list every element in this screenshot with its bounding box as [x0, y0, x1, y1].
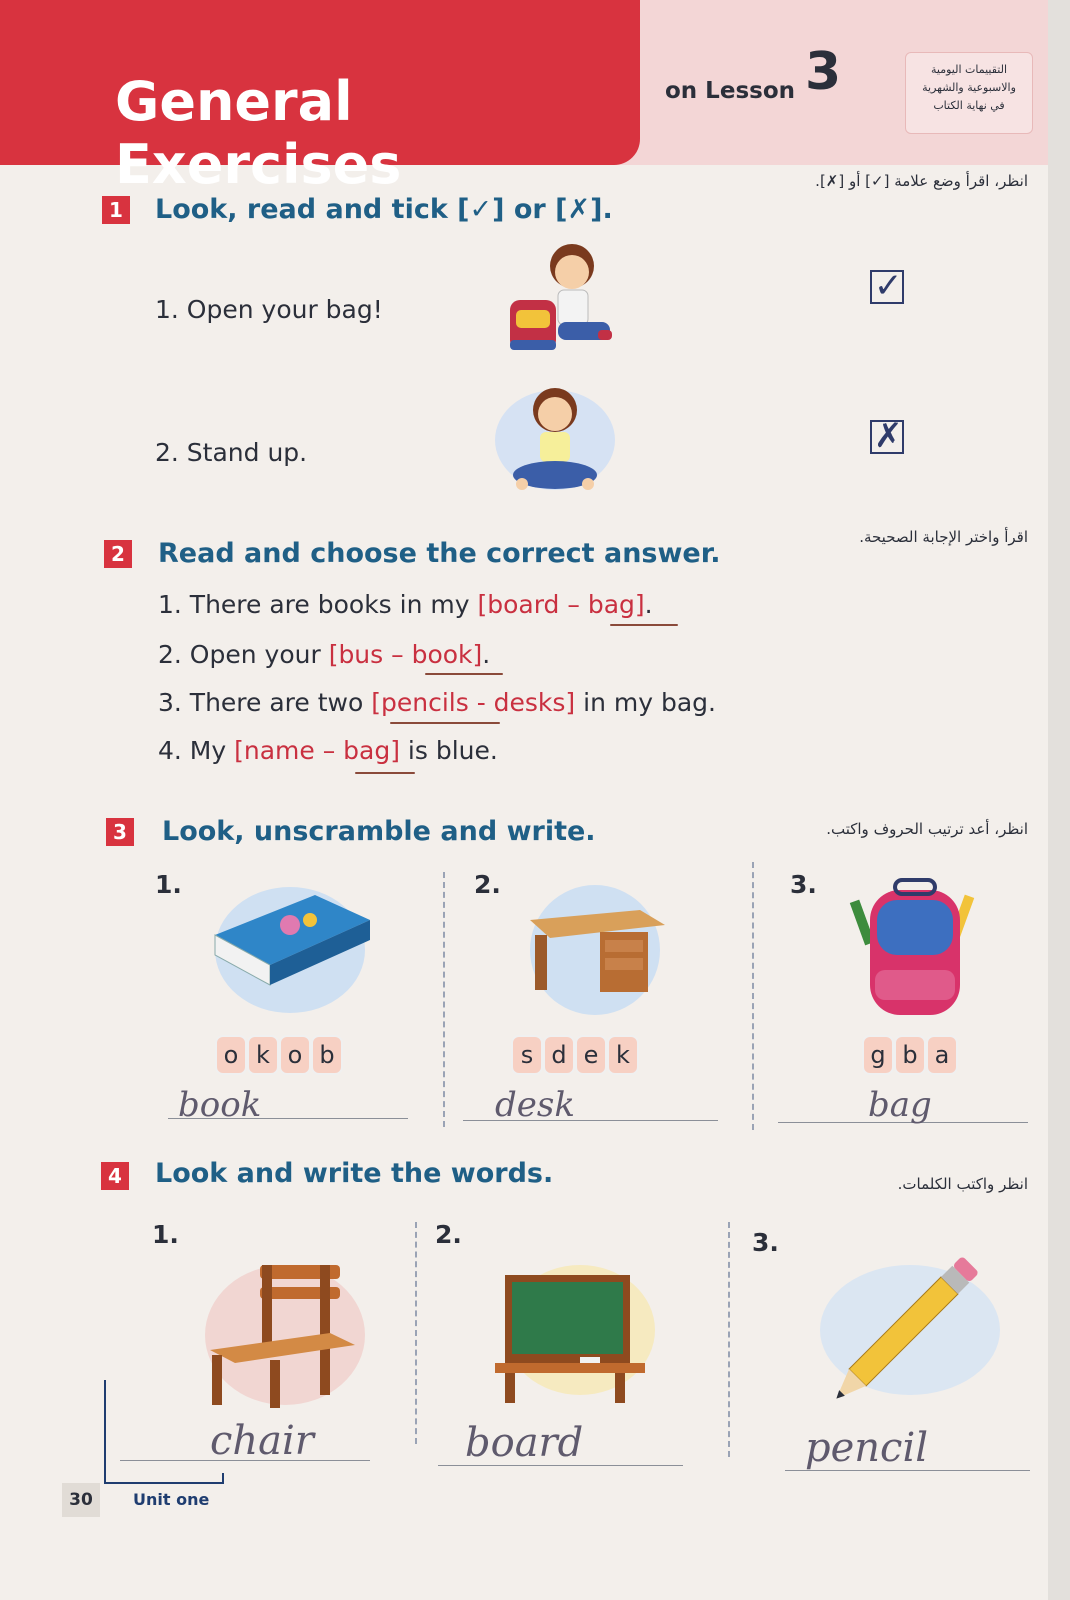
- answer-underline: [355, 772, 415, 774]
- page-number: 30: [62, 1483, 100, 1517]
- unit-label: Unit one: [133, 1490, 210, 1509]
- footer-bracket-tick: [222, 1473, 224, 1483]
- girl-sitting-illustration: [490, 380, 620, 505]
- sentence-text: .: [644, 590, 653, 619]
- section2-arabic: اقرأ واختر الإجابة الصحيحة.: [859, 528, 1028, 546]
- letter-tile: g: [862, 1035, 894, 1075]
- page-edge: [1048, 0, 1070, 1600]
- sentence-text: 4. My: [158, 736, 235, 765]
- section2-item: [158, 590, 653, 619]
- section4-number: 4: [101, 1162, 129, 1190]
- arabic-box-line: التقييمات اليومية: [930, 63, 1007, 76]
- item-number: 2.: [474, 870, 501, 899]
- section1-arabic: انظر، اقرأ وضع علامة [✓] أو [✗].: [815, 172, 1028, 190]
- letter-tiles: [862, 1035, 958, 1075]
- section3-arabic: انظر، أعد ترتيب الحروف واكتب.: [826, 820, 1028, 838]
- arabic-box-line: في نهاية الكتاب: [933, 99, 1005, 112]
- answer-underline: [610, 624, 678, 626]
- book-illustration: [205, 880, 380, 1020]
- letter-tile: k: [247, 1035, 279, 1075]
- column-divider: [728, 1222, 730, 1457]
- bag-illustration: [845, 875, 985, 1025]
- sentence-text: 3. There are two: [158, 688, 372, 717]
- section2-item: [158, 688, 716, 717]
- section3-title: Look, unscramble and write.: [162, 816, 596, 847]
- section4-arabic: انظر واكتب الكلمات.: [897, 1175, 1028, 1193]
- item-number: 3.: [752, 1228, 779, 1257]
- item-number: 1.: [152, 1220, 179, 1249]
- cross-mark: ✗: [874, 416, 903, 456]
- chair-illustration: [200, 1255, 370, 1410]
- letter-tile: k: [607, 1035, 639, 1075]
- section2-item: [158, 640, 490, 669]
- girl-with-bag-illustration: [500, 240, 630, 360]
- arabic-assessment-box: [905, 52, 1033, 134]
- letter-tile: d: [543, 1035, 575, 1075]
- item-number: 1.: [155, 870, 182, 899]
- answer-underline: [390, 722, 500, 724]
- choice-text[interactable]: [name – bag]: [234, 736, 400, 765]
- page-title: General Exercises: [115, 70, 402, 196]
- handwritten-answer: pencil: [805, 1425, 929, 1471]
- sentence-text: 2. Open your: [158, 640, 329, 669]
- tick-box-1[interactable]: [870, 266, 904, 306]
- choice-text[interactable]: [bus – book]: [328, 640, 483, 669]
- section1-item: 2. Stand up.: [155, 438, 308, 467]
- section4-title: Look and write the words.: [155, 1158, 554, 1189]
- letter-tile: o: [215, 1035, 247, 1075]
- handwritten-answer: desk: [495, 1085, 575, 1125]
- letter-tiles: [511, 1035, 639, 1075]
- section2-number: 2: [104, 540, 132, 568]
- letter-tiles: [215, 1035, 343, 1075]
- handwritten-answer: book: [178, 1085, 262, 1125]
- on-lesson-label: on Lesson: [665, 78, 795, 104]
- section1-item: 1. Open your bag!: [155, 295, 383, 324]
- letter-tile: b: [894, 1035, 926, 1075]
- item-number: 2.: [435, 1220, 462, 1249]
- handwritten-answer: bag: [868, 1085, 932, 1125]
- column-divider: [443, 872, 445, 1127]
- desk-illustration: [520, 880, 670, 1020]
- section2-item: [158, 736, 498, 765]
- letter-tile: s: [511, 1035, 543, 1075]
- choice-text[interactable]: [board – bag]: [477, 590, 645, 619]
- title-banner: [0, 0, 640, 196]
- item-number: 3.: [790, 870, 817, 899]
- pencil-illustration: [800, 1255, 1000, 1415]
- tick-box-2[interactable]: [870, 416, 904, 456]
- handwritten-answer: chair: [210, 1418, 314, 1464]
- board-illustration: [495, 1255, 665, 1405]
- letter-tile: b: [311, 1035, 343, 1075]
- lesson-number: 3: [805, 42, 842, 102]
- section1-number: 1: [102, 196, 130, 224]
- sentence-text: is blue.: [399, 736, 498, 765]
- handwritten-answer: board: [465, 1420, 584, 1466]
- sentence-text: 1. There are books in my: [158, 590, 478, 619]
- column-divider: [752, 862, 754, 1130]
- choice-text[interactable]: [pencils - desks]: [371, 688, 576, 717]
- sentence-text: .: [482, 640, 491, 669]
- section2-title: Read and choose the correct answer.: [158, 538, 721, 569]
- letter-tile: o: [279, 1035, 311, 1075]
- section3-number: 3: [106, 818, 134, 846]
- sentence-text: in my bag.: [575, 688, 716, 717]
- letter-tile: a: [926, 1035, 958, 1075]
- arabic-box-line: والاسبوعية والشهرية: [922, 81, 1016, 94]
- footer-bracket: [104, 1380, 224, 1484]
- tick-mark: ✓: [874, 266, 903, 306]
- section1-title: Look, read and tick [✓] or [✗].: [155, 194, 613, 225]
- answer-underline: [425, 673, 503, 675]
- letter-tile: e: [575, 1035, 607, 1075]
- column-divider: [415, 1222, 417, 1444]
